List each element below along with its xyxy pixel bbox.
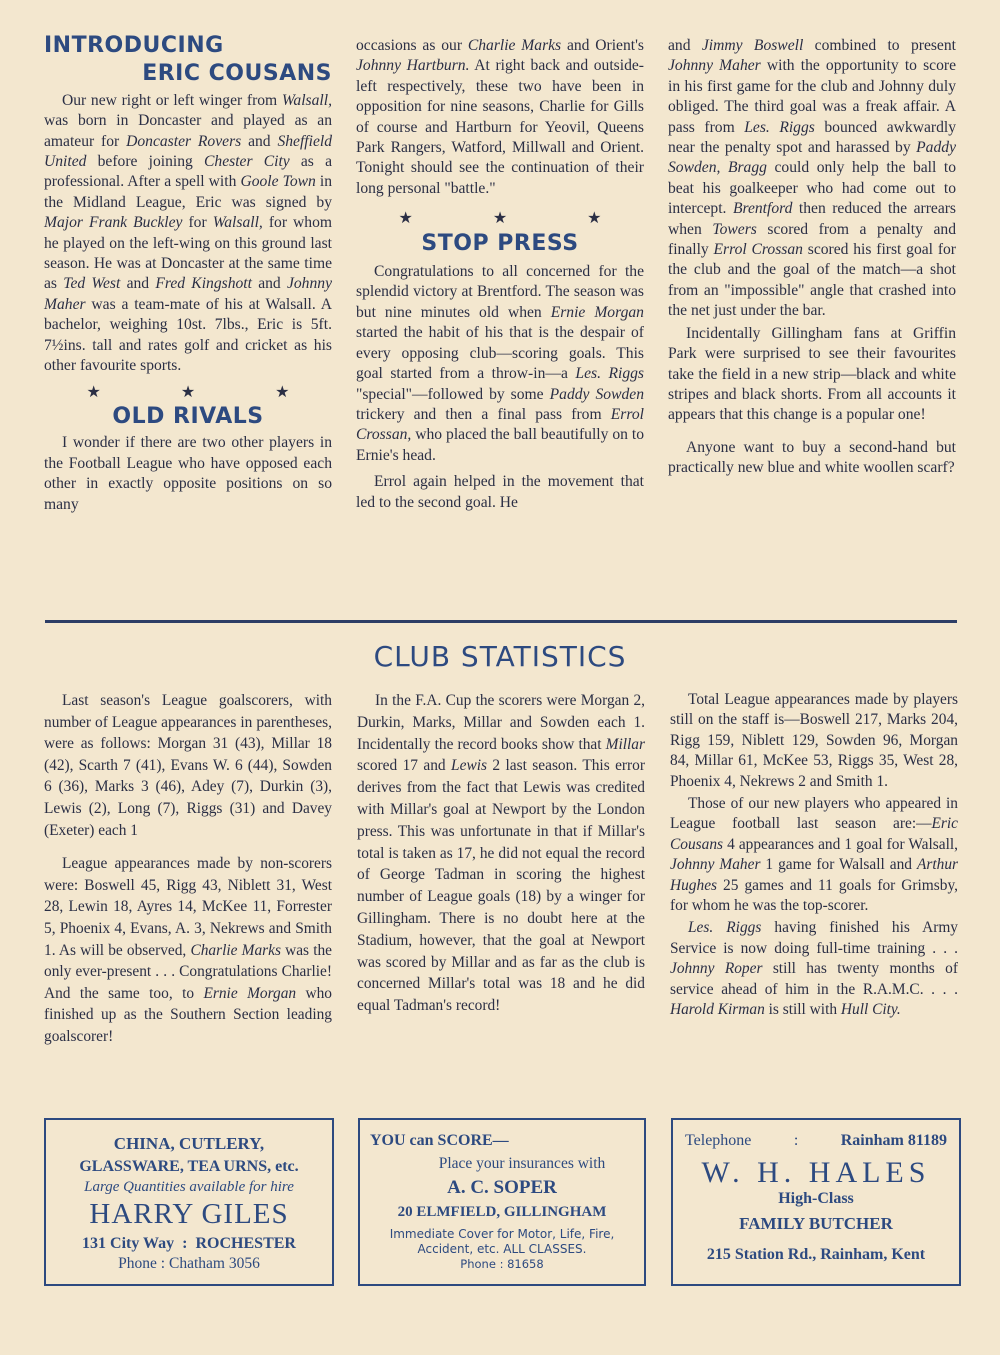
ad-line: Large Quantities available for hire <box>84 1179 294 1195</box>
ad-address: 215 Station Rd., Rainham, Kent <box>706 1246 926 1263</box>
new-players-paragraph: Those of our new players who appeared in League football last season are:—Eric Cousans 4 appearances and 1 goal for Walsall, Johnny Maher 1 game for Walsall and Arthur Hughes 25 games and 11 goals for Grimsby, for whom he was the top-scorer. <box>670 795 958 915</box>
italic-name: Eric Cousans <box>670 815 958 853</box>
stats-column-1 <box>44 690 332 1048</box>
italic-name: Brentford <box>732 200 793 218</box>
ad-line: YOU can SCORE— <box>370 1132 509 1149</box>
italic-name: Johnny Maher <box>670 856 761 874</box>
new-strip-paragraph: Incidentally Gillingham fans at Griffin Park were surprised to see their favourites take the field in a new strip—black and white stripes and black shorts. From all accounts it appears that this change is a popular one! <box>668 324 956 424</box>
goalscorers-paragraph: Last season's League goalscorers, with number of League appearances in parentheses, were as follows: Morgan 31 (43), Millar 18 (42), Scarth 7 (41), Evans W. 6 (44), Sowden 6 (36), Marks 3 (46), Adey (7), Durkin (3), Lewis (2), Long (7), Riggs (31) and Davey (Exeter) each 1 <box>44 692 332 839</box>
telephone-number: Rainham 81189 <box>840 1132 947 1149</box>
ad-line: FAMILY BUTCHER <box>739 1214 893 1233</box>
stop-press-paragraph-2: Errol again helped in the movement that led to the second goal. He <box>356 473 644 511</box>
italic-name: Hull City. <box>840 1001 901 1019</box>
ad-phone: Phone : Chatham 3056 <box>118 1255 260 1272</box>
intro-heading: INTRODUCING <box>44 33 224 58</box>
ad-address: 131 City Way : ROCHESTER <box>82 1235 296 1252</box>
army-service-paragraph: Les. Riggs having finished his Army Service is now doing full-time training . . . Johnny Roper still has twenty months of service ahead of him in the R.A.M.C. . . . Harold Kirman is still with Hull City. <box>670 919 958 1019</box>
right-column <box>668 36 956 479</box>
italic-name: Major Frank Buckley <box>44 214 183 232</box>
italic-name: Chester City <box>204 153 290 171</box>
stats-column-2 <box>357 690 645 1017</box>
italic-name: Jimmy Boswell <box>701 37 804 54</box>
italic-name: Sheffield United <box>44 132 333 171</box>
ad-telephone-line <box>673 1132 959 1150</box>
telephone-label: Telephone <box>685 1132 752 1149</box>
wh-hales-advert <box>671 1118 961 1286</box>
stars-divider: ★ ★ ★ <box>86 383 328 401</box>
italic-name: Errol Crossan <box>713 241 803 259</box>
italic-name: Ernie Morgan <box>203 984 297 1002</box>
italic-name: Charlie Marks <box>467 37 562 54</box>
italic-name: Ted West <box>63 275 121 293</box>
stop-press-paragraph: Congratulations to all concerned for the splendid victory at Brentford. The season was but nine minutes old when Ernie Morgan started the habit of his that is the despair of every opposing club—scoring goals. This goal started from a throw-in—a Les. Riggs "special"—followed by some Paddy Sowden trickery and then a final pass from Errol Crossan, who placed the ball beautifully on to Ernie's head. <box>356 263 644 464</box>
stars-divider: ★ ★ ★ <box>398 210 640 228</box>
italic-name: Walsall, <box>212 214 263 232</box>
italic-name: Harold Kirman <box>670 1001 765 1019</box>
non-scorers-paragraph: League appearances made by non-scorers were: Boswell 45, Rigg 43, Niblett 31, West 28, Lewin 18, Ayres 14, McKee 11, Forrester 5, Phoenix 4, Evans, A. 3, Nekrews and Smith 1. As will be observed, Charlie Marks was the only ever-present . . . Congratulations Charlie! And the same too, to Ernie Morgan who finished up as the Southern Section leading goalscorer! <box>44 855 333 1045</box>
ad-phone: Phone : 81658 <box>460 1257 544 1271</box>
italic-name: Johnny Maher <box>44 275 332 313</box>
ad-name: A. C. SOPER <box>447 1177 557 1198</box>
italic-name: Errol Crossan, <box>356 405 644 444</box>
match-report-paragraph: and Jimmy Boswell combined to present Johnny Maher with the opportunity to score in his first game for the club and Johnny duly obliged. The third goal was a freak affair. A pass from Les. Riggs bounced awkwardly near the penalty spot and harassed by Paddy Sowden, Bragg could only help the ball to beat his goalkeeper who had come out to intercept. Brentford then reduced the arrears when Towers scored from a penalty and finally Errol Crossan scored his first goal for the club and the goal of the match—a shot from an "impossible" angle that crashed into the net just under the bar. <box>668 37 957 320</box>
italic-name: Walsall, <box>281 91 332 109</box>
player-name-heading: ERIC COUSANS <box>142 61 332 87</box>
ac-soper-advert <box>358 1118 646 1286</box>
italic-name: Johnny Hartburn. <box>356 57 470 75</box>
appearances-paragraph: Total League appearances made by players still on the staff is—Boswell 217, Marks 204, Rigg 159, Niblett 129, Sowden 96, Morgan 84, Millar 61, McKee 53, Riggs 35, West 28, Phoenix 4, Nekrews 2 and Smith 1. <box>670 691 958 790</box>
italic-name: Millar <box>605 735 645 753</box>
old-rivals-heading: OLD RIVALS <box>112 403 264 429</box>
italic-name: Paddy Sowden, Bragg <box>668 139 956 177</box>
ad-line: CHINA, CUTLERY, <box>113 1134 265 1153</box>
old-rivals-continued: occasions as our Charlie Marks and Orient's Johnny Hartburn. At right back and outside-left respectively, these two have been in opposition for nine seasons, Charlie for Gills of course and Hartburn for Yeovil, Queens Park Rangers, Watford, Millwall and Orient. Tonight should see the continuation of their long personal "battle." <box>356 37 644 197</box>
harry-giles-advert <box>44 1118 334 1286</box>
italic-name: Johnny Roper <box>670 960 763 978</box>
italic-name: Paddy Sowden <box>549 385 644 403</box>
scarf-paragraph: Anyone want to buy a second-hand but practically new blue and white woollen scarf? <box>668 438 956 477</box>
italic-name: Doncaster Rovers <box>126 132 242 150</box>
ad-line: Immediate Cover for Motor, Life, Fire, <box>389 1227 615 1241</box>
stats-column-3 <box>670 690 958 1021</box>
stop-press-heading: STOP PRESS <box>421 230 579 256</box>
italic-name: Lewis <box>451 757 487 775</box>
section-divider <box>45 620 957 623</box>
club-statistics-heading: CLUB STATISTICS <box>373 640 627 673</box>
colon-separator: : <box>793 1132 799 1149</box>
fa-cup-paragraph: In the F.A. Cup the scorers were Morgan 2, Durkin, Marks, Millar and Sowden each 1. Incidentally the record books show that Millar scored 17 and Lewis 2 last season. This error derives from the fact that Lewis was credited with Millar's goal at Newport by the London press. This was unfortunate in that if Millar's total is taken as 17, he did not equal the record of George Tadman in scoring the highest number of League goals (18) by a winger for Gillingham. There is no doubt here at the Stadium, however, that the goal at Newport was scored by Millar and as far as the club is concerned Millar's total was 18 and he did equal Tadman's record! <box>357 692 646 1015</box>
italic-name: Les. Riggs <box>575 365 644 383</box>
ad-line: Place your insurances with <box>438 1155 606 1172</box>
italic-name: Ernie Morgan <box>550 303 644 321</box>
italic-name: Goole Town <box>240 173 316 191</box>
ad-address: 20 ELMFIELD, GILLINGHAM <box>397 1204 607 1220</box>
intro-column <box>44 33 333 515</box>
ad-name: W. H. HALES <box>701 1156 931 1189</box>
italic-name: Les. Riggs <box>744 118 815 136</box>
ad-name: HARRY GILES <box>89 1198 289 1230</box>
ad-line: High-Class <box>778 1190 854 1207</box>
italic-name: Fred Kingshott <box>155 275 252 293</box>
middle-column <box>356 36 644 513</box>
italic-name: Les. Riggs <box>688 919 762 937</box>
ad-line: GLASSWARE, TEA URNS, etc. <box>79 1158 299 1175</box>
ad-line: Accident, etc. ALL CLASSES. <box>417 1242 587 1256</box>
intro-paragraph: Our new right or left winger from Walsall, was born in Doncaster and played as an amateur for Doncaster Rovers and Sheffield United before joining Chester City as a professional. After a spell with Goole Town in the Midland League, Eric was signed by Major Frank Buckley for Walsall, for whom he played on the left-wing on this ground last season. He was at Doncaster at the same time as Ted West and Fred Kingshott and Johnny Maher was a team-mate of his at Walsall. A bachelor, weighing 10st. 7lbs., Eric is 5ft. 7½ins. tall and rates golf and cricket as his other favourite sports. <box>44 91 333 375</box>
old-rivals-paragraph: I wonder if there are two other players in the Football League who have opposed each other in exactly opposite positions on so many <box>44 434 332 513</box>
italic-name: Charlie Marks <box>190 941 281 959</box>
italic-name: Towers <box>712 220 757 238</box>
italic-name: Arthur Hughes <box>670 856 958 894</box>
italic-name: Johnny Maher <box>668 57 761 75</box>
